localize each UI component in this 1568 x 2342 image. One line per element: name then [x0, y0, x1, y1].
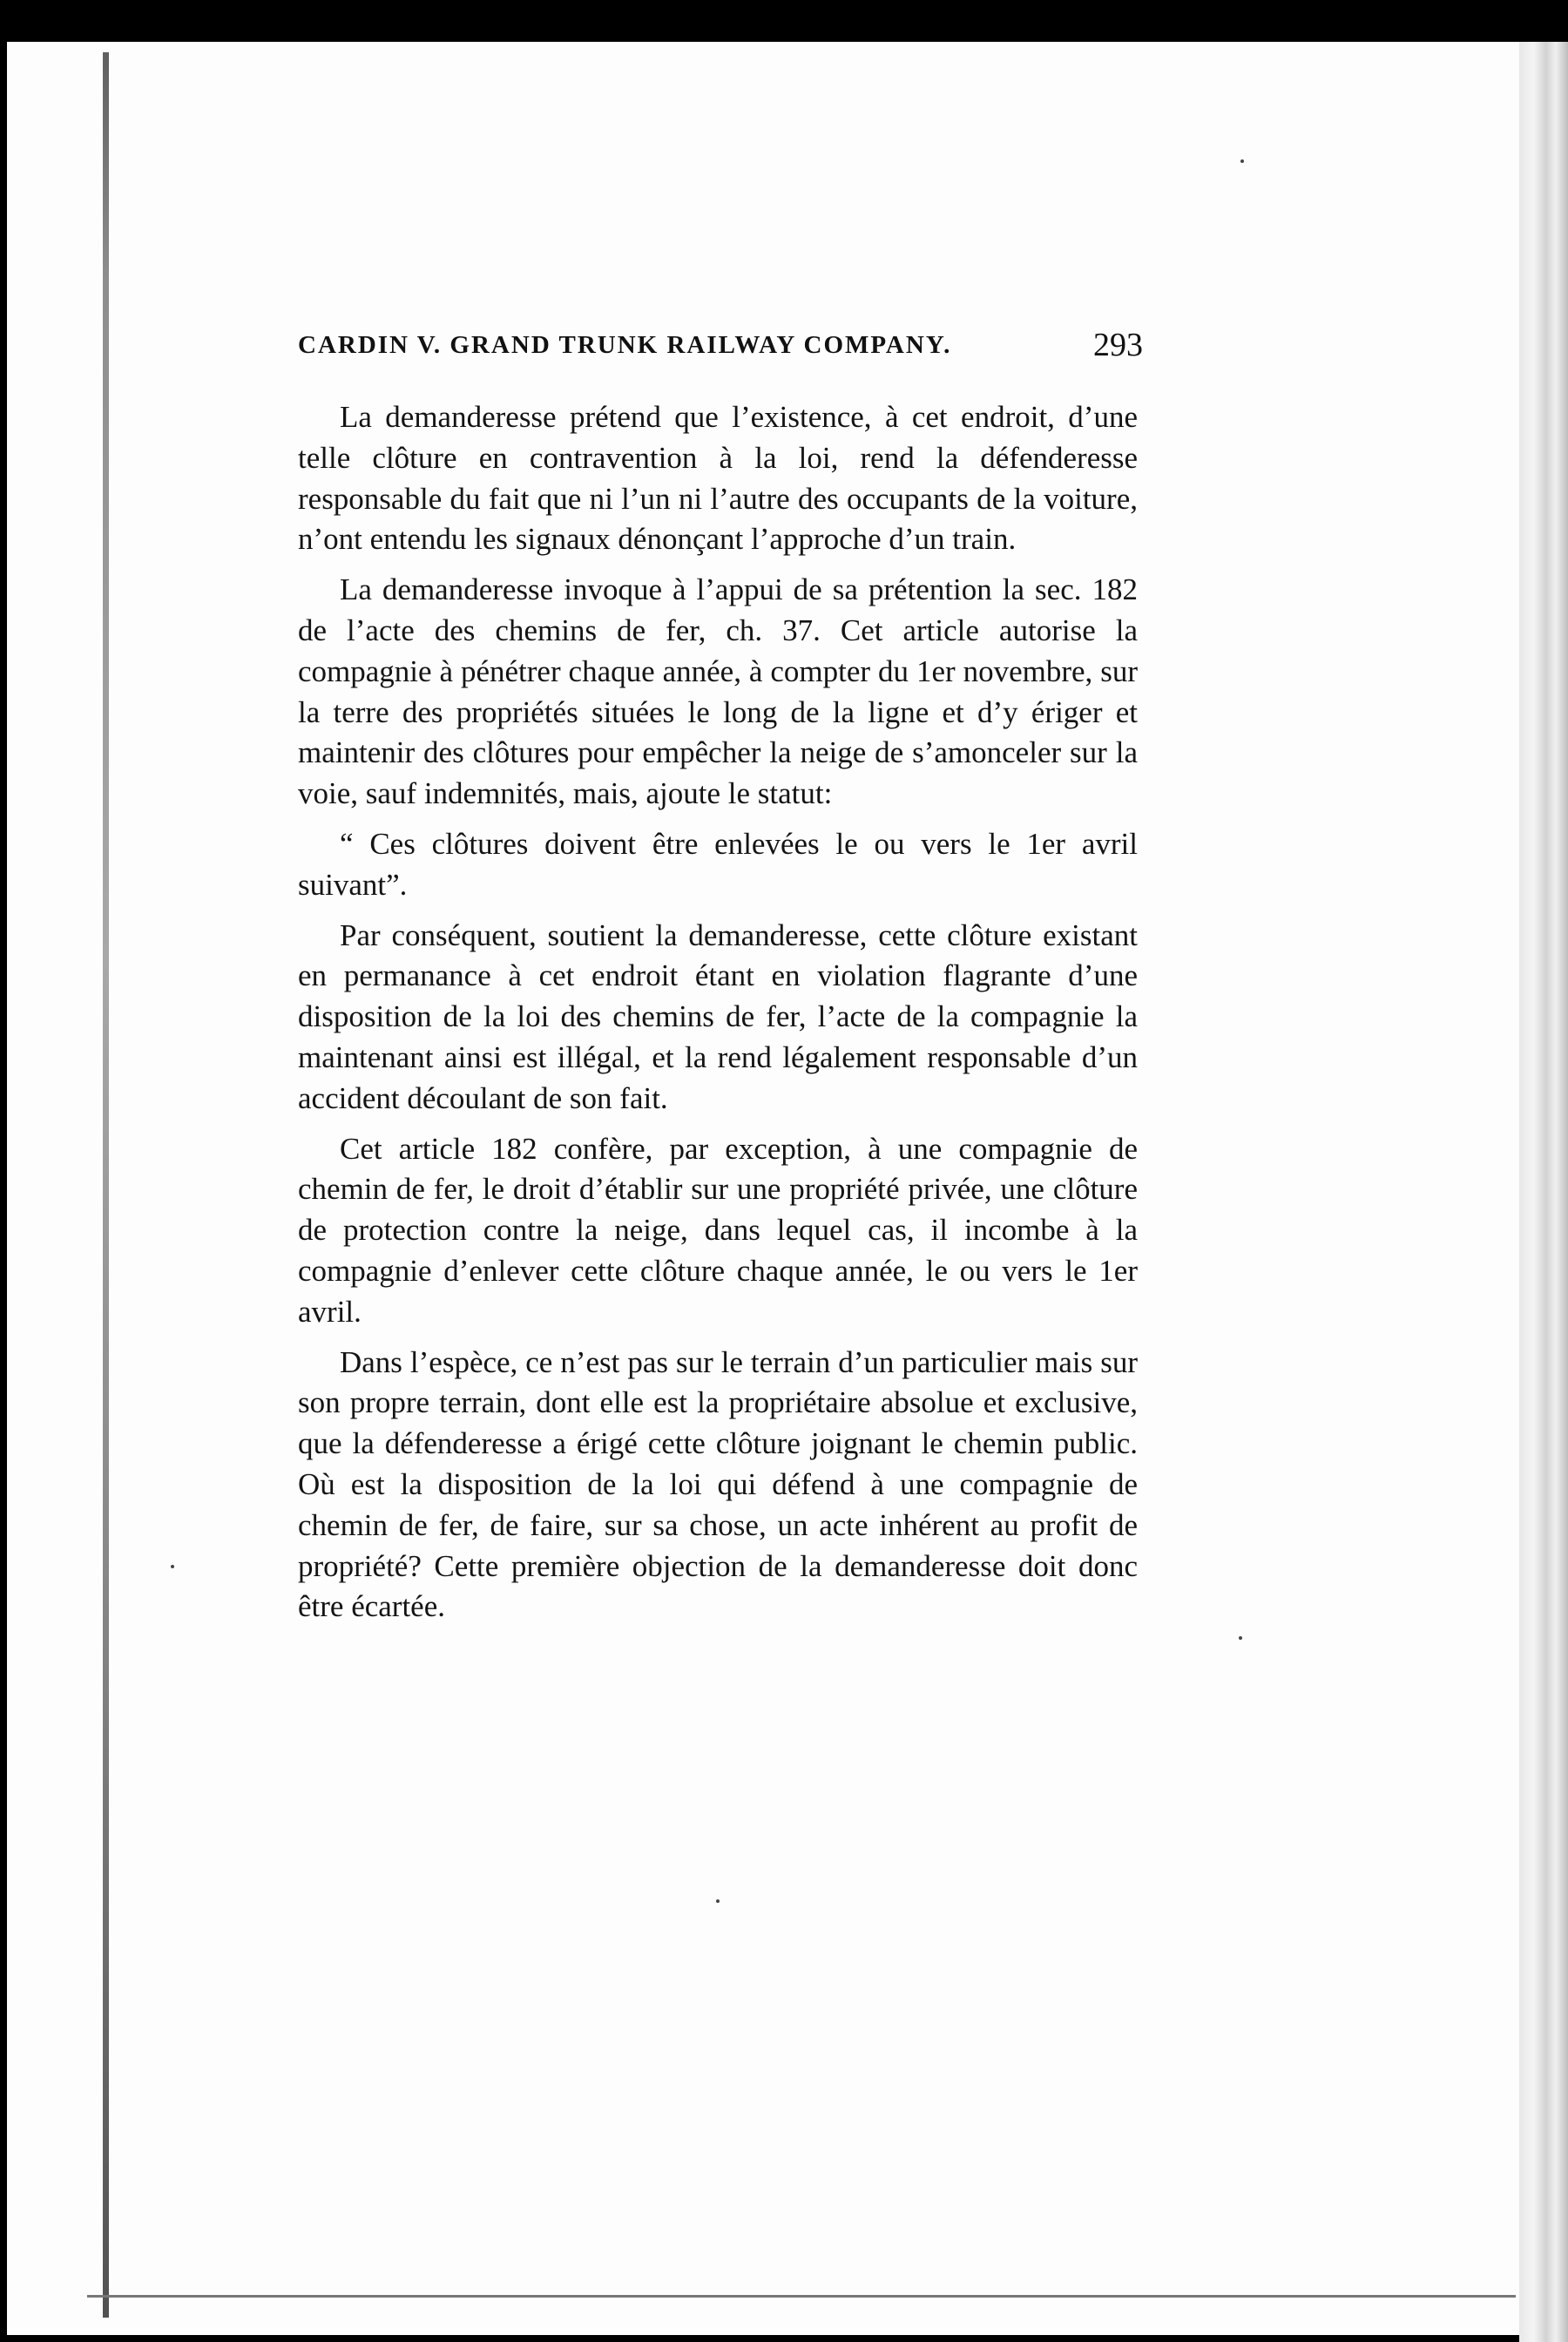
running-head: CARDIN V. GRAND TRUNK RAILWAY COMPANY. [298, 331, 952, 359]
dust-speck [1240, 159, 1244, 163]
dust-speck [1239, 1636, 1242, 1640]
paragraph: Par conséquent, soutient la demanderesse, cette clôture existant en permanance à cet endroit étant en violation flagrante d’une disposition de la loi des chemins de fer, l’acte de la compagnie la maintenant ainsi est illégal, et la rend légalement responsable d’un accident découlant de son fait. [298, 917, 1138, 1115]
paragraph: Cet article 182 confère, par exception, à une compagnie de chemin de fer, le droit d’établir sur une propriété privée, une clôture de protection contre la neige, dans lequel cas, il incombe à la compagnie d’enlever cette clôture chaque année, le ou vers le 1er avril. [298, 1131, 1138, 1329]
page-number: 293 [1093, 327, 1143, 363]
dust-speck [716, 1899, 720, 1903]
binding-gutter [103, 52, 109, 2318]
paragraph: Dans l’espèce, ce n’est pas sur le terrain d’un particulier mais sur son propre terrain, dont elle est la propriétaire absolue et exclusive, que la défenderesse a érigé cette clôture joignant le chemin public. Où est la disposition de la loi qui défend à une compagnie de chemin de fer, de faire, sur sa chose, un acte inhérent au profit de propriété? Cette première objection de la demanderesse doit donc être écartée. [298, 1344, 1138, 1624]
paragraph: La demanderesse invoque à l’appui de sa prétention la sec. 182 de l’acte des chemins de fer, ch. 37. Cet article autorise la compagnie à pénétrer chaque année, à compter du 1er novembre, sur la terre des propriétés situées le long de la ligne et d’y ériger et maintenir des clôtures pour empêcher la neige de s’amonceler sur la voie, sauf indemnités, mais, ajoute le statut: [298, 572, 1138, 811]
paragraph: “ Ces clôtures doivent être enlevées le ou vers le 1er avril suivant”. [298, 826, 1138, 902]
dust-speck [171, 1565, 174, 1568]
page-edge [1519, 42, 1568, 2342]
bottom-edge-line [87, 2295, 1516, 2298]
body-text [298, 397, 1138, 1628]
paragraph: La demanderesse prétend que l’existence, à cet endroit, d’une telle clôture en contravention à la loi, rend la défenderesse responsable du fait que ni l’un ni l’autre des occupants de la voiture, n’ont entendu les signaux dénonçant l’approche d’un train. [298, 400, 1138, 557]
page-header [298, 326, 1143, 378]
